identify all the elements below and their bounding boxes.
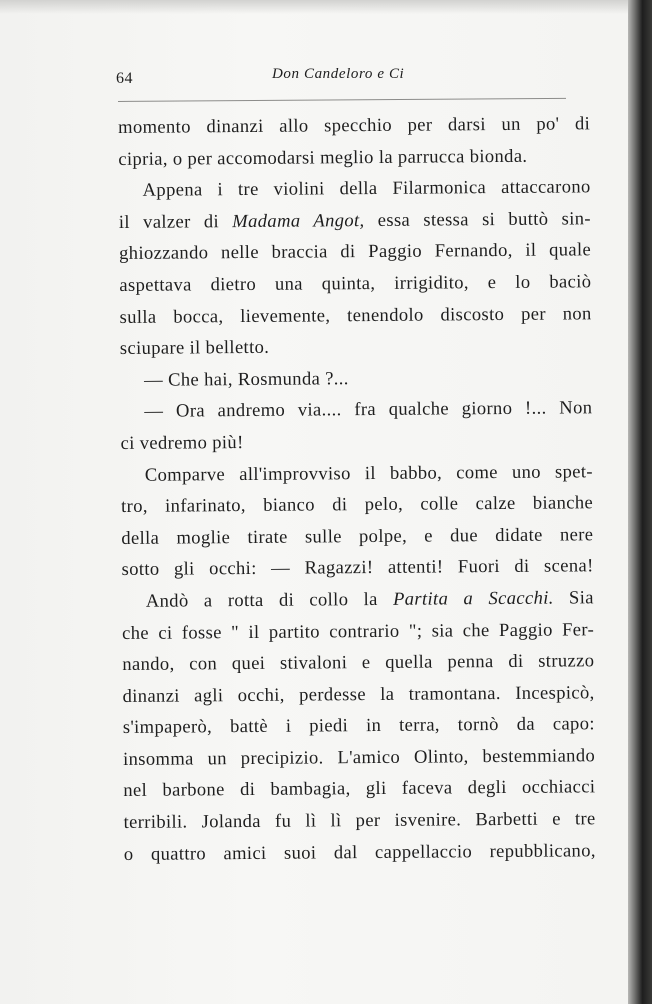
text-line: che ci fosse " il partito contrario "; sia che Paggio Fer-: [122, 618, 595, 644]
text-run: il valzer di: [118, 210, 233, 233]
text-line: nel barbone di bambagia, gli faceva degli occhiacci: [123, 776, 596, 802]
text-line: [122, 582, 594, 617]
text-line: aspettava dietro una quinta, irrigidito, e lo baciò: [119, 271, 592, 296]
text-line: momento dinanzi allo specchio per darsi un po' di: [118, 113, 591, 138]
text-line: ci vedremo più!: [120, 431, 244, 454]
body-text: [118, 108, 596, 870]
page-top-shadow: [0, 0, 628, 14]
text-line: nando, con quei stivaloni e quella penna di struzzo: [122, 650, 595, 676]
text-line: Appena i tre violini della Filarmonica attaccarono: [142, 176, 591, 201]
text-line: tro, infarinato, bianco di pelo, colle calze bianche: [121, 492, 594, 518]
italic-title-partita-a-scacchi: Partita a Scacchi.: [392, 587, 554, 610]
text-run: essa stessa si buttò sin-: [364, 208, 591, 231]
text-line: cipria, o per accomodarsi meglio la parrucca bionda.: [118, 145, 528, 170]
text-line: insomma un precipizio. L'amico Olinto, bestemmiando: [123, 745, 596, 770]
italic-title-madama-angot: Madama Angot,: [232, 209, 365, 232]
page-edge-shadow: [628, 0, 652, 1004]
text-line: Comparve all'improvviso il babbo, come uno spet-: [144, 460, 593, 486]
text-run: Andò a rotta di collo la: [145, 588, 394, 612]
text-line: s'impaperò, battè i piedi in terra, tornò da capo:: [122, 713, 595, 739]
text-line: sciupare il belletto.: [119, 336, 270, 360]
text-line: della moglie tirate sulle polpe, e due didate nere: [121, 523, 594, 549]
text-line: ghiozzando nelle braccia di Paggio Fernando, il quale: [119, 239, 592, 265]
page-number: 64: [116, 70, 133, 87]
text-line: [119, 203, 591, 238]
text-line: — Ora andremo via.... fra qualche giorno !... Non: [144, 397, 593, 423]
text-run: Sia: [553, 587, 594, 609]
running-title: Don Candeloro e Ci: [272, 66, 405, 82]
text-line: o quattro amici suoi dal cappellaccio repubblicano,: [123, 839, 596, 865]
text-line: sotto gli occhi: — Ragazzi! attenti! Fuori di scena!: [121, 555, 594, 581]
text-line: terribili. Jolanda fu lì lì per isvenire. Barbetti e tre: [123, 808, 596, 834]
text-line: — Che hai, Rosmunda ?...: [144, 367, 349, 391]
text-line: sulla bocca, lievemente, tenendolo discosto per non: [119, 302, 592, 328]
header-rule: [118, 98, 566, 102]
text-line: dinanzi agli occhi, perdesse la tramontana. Incespicò,: [122, 681, 595, 707]
